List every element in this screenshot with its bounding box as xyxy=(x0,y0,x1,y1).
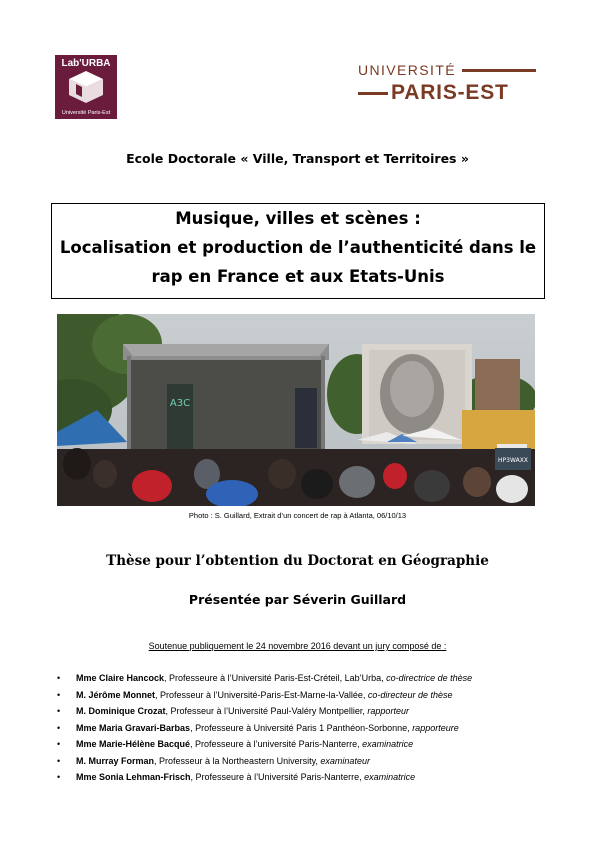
upe-logo xyxy=(358,63,536,105)
presented-by: Présentée par Séverin Guillard xyxy=(188,592,407,607)
jury-member-name: M. Dominique Crozat xyxy=(76,706,166,716)
jury-member-role: co-directeur de thèse xyxy=(367,689,453,700)
jury-member xyxy=(57,755,577,772)
defense-statement xyxy=(0,641,595,651)
jury-member-role: examinatrice xyxy=(362,739,414,749)
defense-statement-suffix: : xyxy=(441,641,447,651)
jury-member xyxy=(57,689,577,706)
jury-member-affiliation: , Professeur à l’Université Paul-Valéry Montpellier, xyxy=(165,706,368,716)
upe-logo-bar-top xyxy=(462,69,536,72)
jury-member-affiliation: , Professeur à la Northeastern University, xyxy=(154,755,321,766)
jury-member xyxy=(57,771,577,788)
jury-member-affiliation: , Professeure à Université Paris 1 Panthéon-Sorbonne, xyxy=(190,722,413,733)
jury-member-affiliation: , Professeure à l’université Paris-Nanterre, xyxy=(190,739,363,749)
jury-member-role: co-directrice de thèse xyxy=(386,673,473,683)
thesis-title-box xyxy=(51,203,545,299)
jury-member-role: examinatrice xyxy=(364,772,416,782)
thesis-title-line-1: Musique, villes et scènes : xyxy=(175,209,421,228)
jury-member xyxy=(57,705,577,722)
jury-member-role: rapporteur xyxy=(367,706,409,716)
jury-member-affiliation: , Professeur à l’Université-Paris-Est-Marne-la-Vallée, xyxy=(155,689,368,700)
laburba-logo-subtitle: Université Paris-Est xyxy=(61,110,111,116)
jury-member-role: examinateur xyxy=(320,755,370,766)
jury-member-name: Mme Claire Hancock xyxy=(76,673,165,683)
concert-photo xyxy=(57,314,535,506)
defense-statement-text: Soutenue publiquement le 24 novembre 2016 devant un jury composé de xyxy=(148,641,442,651)
jury-list xyxy=(57,672,577,788)
thesis-degree: Thèse pour l’obtention du Doctorat en Géographie xyxy=(106,553,489,569)
jury-member xyxy=(57,722,577,739)
doctoral-school: Ecole Doctorale « Ville, Transport et Territoires » xyxy=(126,151,469,166)
jury-member xyxy=(57,738,577,755)
jury-member-name: M. Murray Forman xyxy=(76,755,155,766)
jury-member xyxy=(57,672,577,689)
jury-member-name: Mme Marie-Hélène Bacqué xyxy=(76,739,191,749)
jury-member-affiliation: , Professeure à l’Université Paris-Nanterre, xyxy=(190,772,365,782)
svg-text:A3C: A3C xyxy=(169,398,191,409)
laburba-logo-title: Lab'URBA xyxy=(61,58,111,69)
jury-member-name: M. Jérôme Monnet xyxy=(76,689,156,700)
upe-logo-bar-bottom xyxy=(358,92,388,95)
jury-member-name: Mme Sonia Lehman-Frisch xyxy=(76,772,191,782)
jury-member-role: rapporteure xyxy=(412,722,459,733)
jury-member-name: Mme Maria Gravari-Barbas xyxy=(76,722,191,733)
jury-member-affiliation: , Professeure à l’Université Paris-Est-Créteil, Lab’Urba, xyxy=(164,673,387,683)
svg-text:HP3WAXX: HP3WAXX xyxy=(498,457,528,464)
photo-caption: Photo : S. Guillard, Extrait d’un concert de rap à Atlanta, 06/10/13 xyxy=(188,511,407,520)
cube-icon xyxy=(68,70,104,104)
upe-logo-line2: PARIS-EST xyxy=(391,81,509,104)
upe-logo-line1: UNIVERSITÉ xyxy=(358,62,457,78)
laburba-logo xyxy=(55,55,117,119)
thesis-title-line-2: Localisation et production de l’authenticité dans le xyxy=(59,238,537,257)
thesis-title-line-3: rap en France et aux Etats-Unis xyxy=(151,267,445,286)
